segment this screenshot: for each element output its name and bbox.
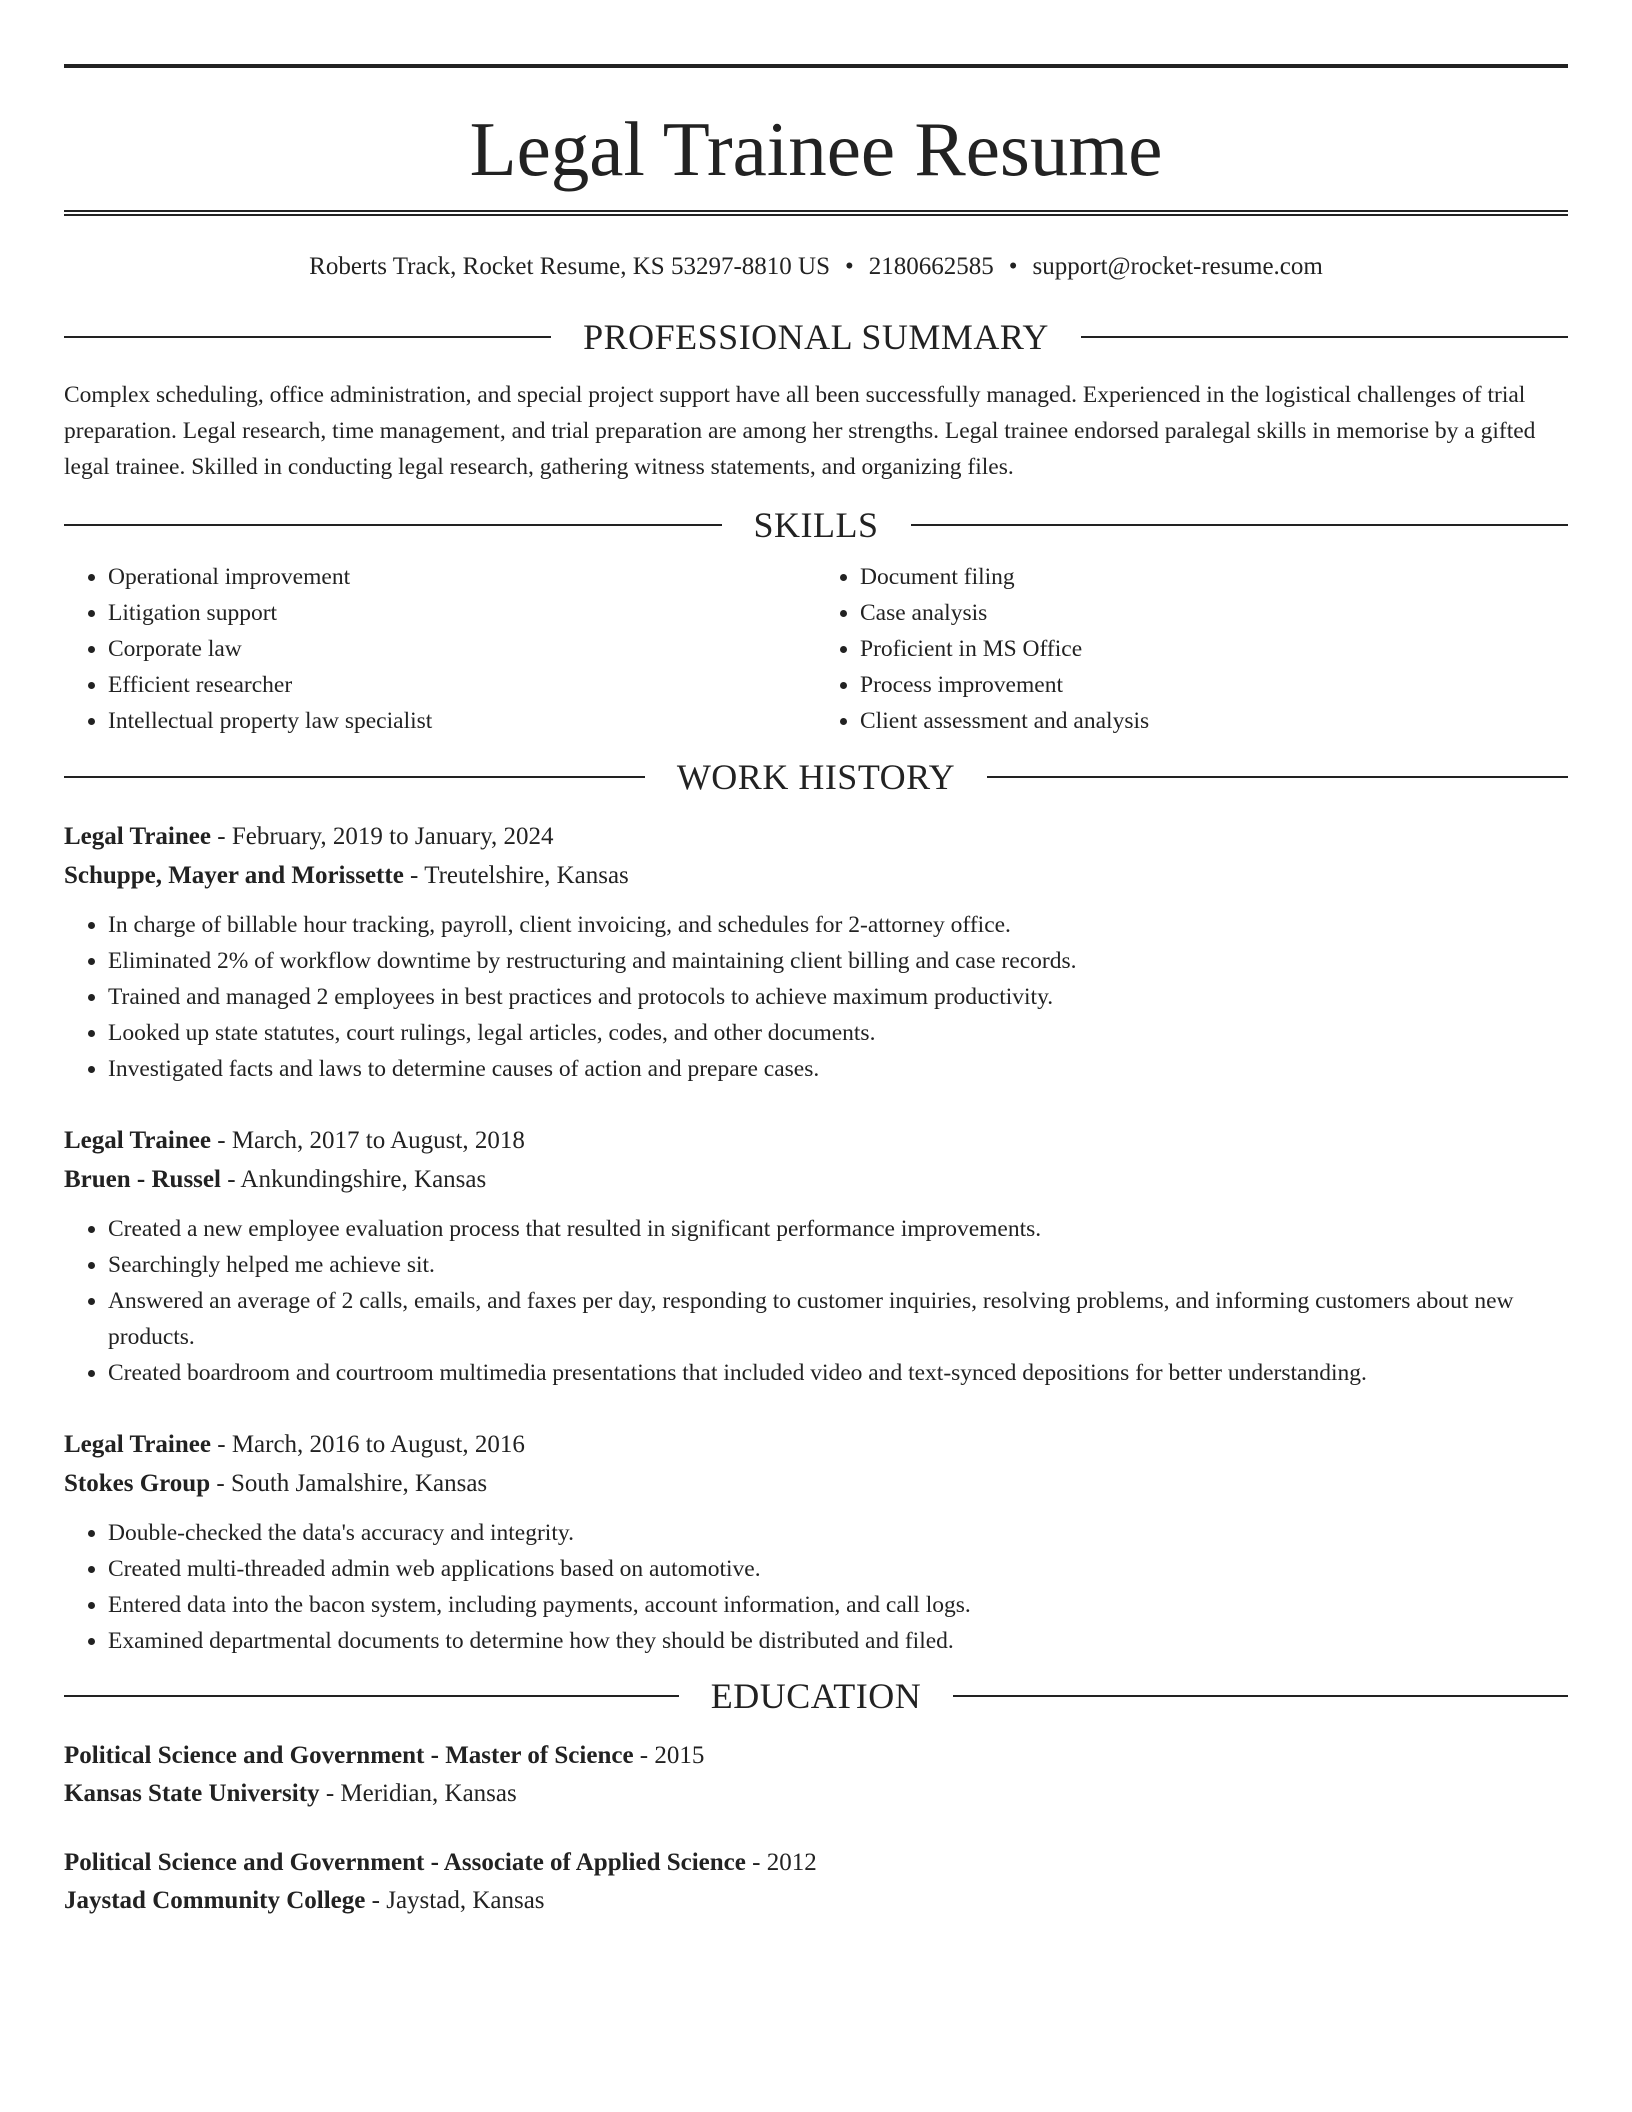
job-title-line [64, 1121, 1568, 1160]
section-rule [911, 524, 1569, 526]
contact-phone: 2180662585 [868, 253, 994, 280]
section-title-skills: SKILLS [753, 505, 879, 545]
education-entry [64, 1844, 1568, 1920]
section-header-work [64, 757, 1568, 797]
job-dash: - [217, 823, 226, 850]
degree-name: Political Science and Government - Associate of Applied Science [64, 1849, 746, 1876]
section-rule [953, 1695, 1568, 1697]
job-location: Ankundingshire, Kansas [240, 1166, 487, 1193]
job-dash: - [410, 862, 419, 889]
job-company: Bruen - Russel [64, 1166, 221, 1193]
job-dates: March, 2016 to August, 2016 [231, 1431, 525, 1458]
job-bullet: • Investigated facts and laws to determine causes of action and prepare cases. [108, 1051, 1568, 1087]
job-title: Legal Trainee [64, 1127, 211, 1154]
skill-item: • Proficient in MS Office [860, 631, 1568, 667]
school-location: Meridian, Kansas [340, 1780, 517, 1807]
title-block [64, 64, 1568, 216]
skill-item: • Document filing [860, 559, 1568, 595]
skill-item: • Client assessment and analysis [860, 703, 1568, 739]
degree-dash: - [639, 1742, 649, 1769]
skill-item: • Intellectual property law specialist [108, 703, 816, 739]
summary-text: Complex scheduling, office administration, and special project support have all been successfully managed. Experienced in the logistical challenges of trial preparation. Legal research, time management, and trial preparation are among her strengths. Legal trainee endorsed paralegal skills in memorise by a gifted legal trainee. Skilled in conducting legal research, gathering witness statements, and organizing files. [64, 382, 1536, 480]
job-title-line [64, 1425, 1568, 1464]
section-rule [987, 776, 1568, 778]
job-bullet: • Trained and managed 2 employees in best practices and protocols to achieve maximum productivity. [108, 979, 1568, 1015]
degree-dash: - [752, 1849, 761, 1876]
skills-column-right [816, 559, 1568, 739]
job-entry [64, 1425, 1568, 1659]
contact-separator: • [845, 253, 854, 280]
skills-list [64, 559, 1568, 739]
job-bullet: • Created boardroom and courtroom multimedia presentations that included video and text-synced depositions for better understanding. [108, 1355, 1568, 1391]
skill-item: • Litigation support [108, 595, 816, 631]
job-dates: March, 2017 to August, 2018 [231, 1127, 525, 1154]
job-dates: February, 2019 to January, 2024 [231, 823, 554, 850]
job-bullets [64, 1515, 1568, 1659]
job-title: Legal Trainee [64, 823, 211, 850]
section-rule [64, 336, 551, 338]
job-title: Legal Trainee [64, 1431, 211, 1458]
section-title-work: WORK HISTORY [676, 757, 956, 797]
job-dash: - [216, 1470, 225, 1497]
section-rule [64, 1695, 679, 1697]
job-location: Treutelshire, Kansas [424, 862, 629, 889]
job-dash: - [227, 1166, 236, 1193]
job-bullet: • Eliminated 2% of workflow downtime by restructuring and maintaining client billing and case records. [108, 943, 1568, 979]
degree-year: 2012 [766, 1849, 817, 1876]
job-dash: - [217, 1431, 226, 1458]
job-bullet: • In charge of billable hour tracking, payroll, client invoicing, and schedules for 2-attorney office. [108, 907, 1568, 943]
education-entry [64, 1737, 1568, 1813]
section-rule [64, 524, 722, 526]
job-title-line [64, 817, 1568, 856]
contact-separator: • [1008, 253, 1018, 280]
job-bullet: • Examined departmental documents to determine how they should be distributed and filed. [108, 1623, 1568, 1659]
contact-address: Roberts Track, Rocket Resume, KS 53297-8810 US [309, 253, 830, 280]
degree-year: 2015 [654, 1742, 705, 1769]
job-bullets [64, 1211, 1568, 1391]
job-bullet: • Searchingly helped me achieve sit. [108, 1247, 1568, 1283]
school-name: Kansas State University [64, 1780, 320, 1807]
section-header-skills [64, 505, 1568, 545]
job-company: Stokes Group [64, 1470, 211, 1497]
job-company-line [64, 1160, 1568, 1199]
school-line [64, 1775, 1568, 1813]
school-name: Jaystad Community College [64, 1887, 366, 1914]
section-title-education: EDUCATION [710, 1676, 922, 1716]
school-dash: - [325, 1780, 335, 1807]
job-bullet: • Looked up state statutes, court rulings, legal articles, codes, and other documents. [108, 1015, 1568, 1051]
degree-name: Political Science and Government - Master of Science [64, 1742, 634, 1769]
skill-item: • Corporate law [108, 631, 816, 667]
job-bullets [64, 907, 1568, 1087]
section-title-summary: PROFESSIONAL SUMMARY [583, 317, 1049, 357]
resume-title: Legal Trainee Resume [469, 105, 1163, 192]
section-header-summary [64, 317, 1568, 357]
section-header-education [64, 1676, 1568, 1716]
job-bullet: • Created multi-threaded admin web applications based on automotive. [108, 1551, 1568, 1587]
job-entry [64, 1121, 1568, 1391]
job-entry [64, 817, 1568, 1087]
degree-line [64, 1737, 1568, 1775]
contact-line [64, 254, 1568, 279]
skill-item: • Efficient researcher [108, 667, 816, 703]
school-dash: - [371, 1887, 380, 1914]
contact-email: support@rocket-resume.com [1032, 253, 1323, 280]
job-company-line [64, 856, 1568, 895]
job-bullet: • Created a new employee evaluation process that resulted in significant performance improvements. [108, 1211, 1568, 1247]
section-rule [1081, 336, 1568, 338]
school-location: Jaystad, Kansas [386, 1887, 545, 1914]
skill-item: • Process improvement [860, 667, 1568, 703]
degree-line [64, 1844, 1568, 1882]
skill-item: • Case analysis [860, 595, 1568, 631]
job-bullet: • Double-checked the data's accuracy and integrity. [108, 1515, 1568, 1551]
job-dash: - [217, 1127, 226, 1154]
school-line [64, 1882, 1568, 1920]
section-rule [64, 776, 645, 778]
job-location: South Jamalshire, Kansas [230, 1470, 488, 1497]
job-bullet: • Entered data into the bacon system, including payments, account information, and call logs. [108, 1587, 1568, 1623]
job-company: Schuppe, Mayer and Morissette [64, 862, 404, 889]
skill-item: • Operational improvement [108, 559, 816, 595]
skills-column-left [64, 559, 816, 739]
job-bullet: • Answered an average of 2 calls, emails, and faxes per day, responding to customer inquiries, resolving problems, and informing customers about new products. [108, 1283, 1568, 1355]
job-company-line [64, 1464, 1568, 1503]
